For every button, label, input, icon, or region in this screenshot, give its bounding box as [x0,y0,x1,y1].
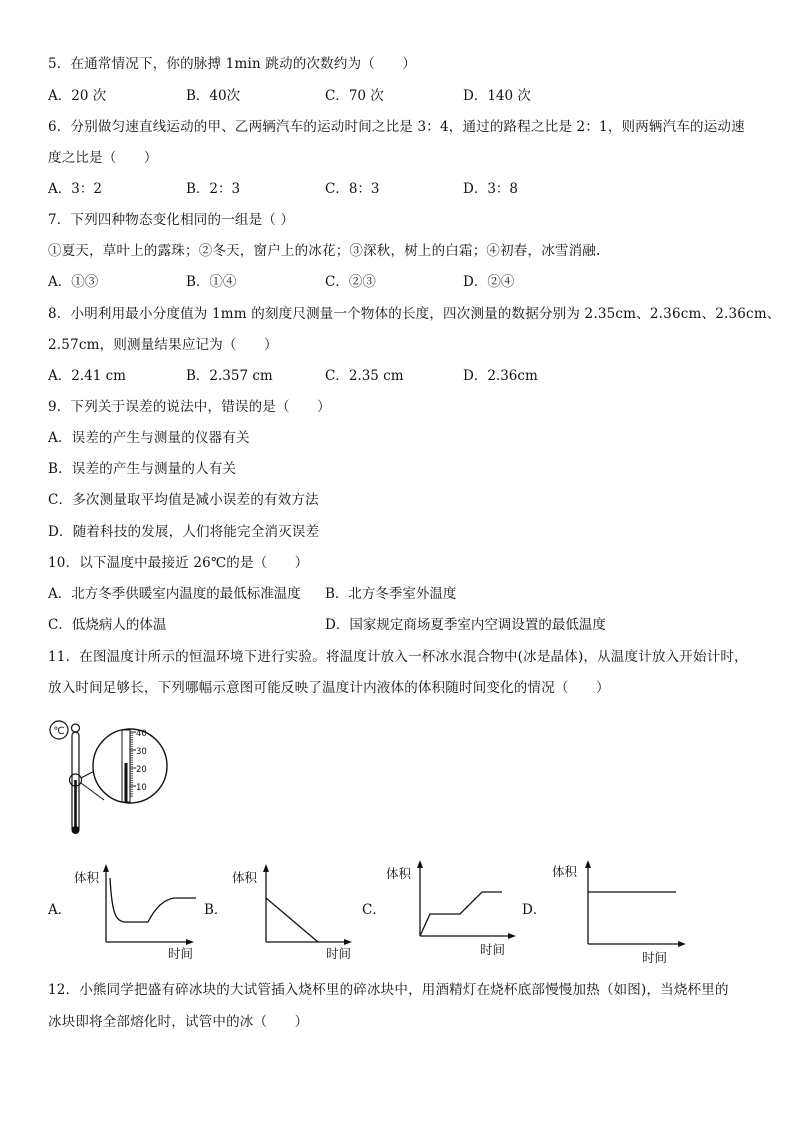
q6-option-d: D．3：8 [463,181,519,197]
graph-a-curve [110,878,196,922]
q10-stem: 10．以下温度中最接近 26℃的是（ ） [48,555,309,571]
graph-a-label: A． [48,902,72,918]
q10-option-a: A．北方冬季供暖室内温度的最低标准温度 [48,586,301,602]
q9-option-c: C．多次测量取平均值是减小误差的有效方法 [48,492,319,508]
tick-label-40: 40 [136,729,147,739]
q10-option-d: D．国家规定商场夏季室内空调设置的最低温度 [325,617,606,633]
q11-stem-line1: 11．在图温度计所示的恒温环境下进行实验。将温度计放入一杯冰水混合物中(冰是晶体)，从温度计放入开始计时， [48,649,748,665]
graph-b-label: B． [204,902,228,918]
q7-options [48,272,768,292]
q10-option-b: B．北方冬季室外温度 [325,586,457,602]
thermometer-bulb [72,826,80,834]
graph-a-y-arrow [103,864,109,872]
q10-option-c: C．低烧病人的体温 [48,617,167,633]
graph-b-curve [266,898,318,942]
magnified-liquid [125,763,128,802]
thermometer-figure [40,718,170,836]
graph-c [384,856,524,956]
q11-stem-line2: 放入时间足够长，下列哪幅示意图可能反映了温度计内液体的体积随时间变化的情况（ ） [48,680,610,696]
q7-option-b: B．①④ [186,274,237,290]
q9-stem: 9．下列关于误差的说法中，错误的是（ ） [48,399,331,415]
q7-option-d: D．②④ [463,274,515,290]
graph-d-label: D． [522,902,547,918]
thermometer-liquid [74,780,77,828]
q12-stem-line1: 12．小熊同学把盛有碎冰块的大试管插入烧杯里的碎冰块中，用酒精灯在烧杯底部慢慢加热（如图)，当烧杯里的 [48,982,729,998]
q10-options-row1 [48,584,768,604]
tick-label-10: 10 [136,783,147,793]
graph-d-xlabel: 时间 [642,950,668,965]
q6-option-a: A．3：2 [48,181,102,197]
q8-stem-line1: 8．小明利用最小分度值为 1mm 的刻度尺测量一个物体的长度，四次测量的数据分别为 2.35cm、2.36cm、2.36cm、 [48,306,781,322]
q6-options [48,179,768,199]
graph-b-ylabel: 体积 [232,870,258,885]
graph-a-x-arrow [186,939,194,945]
q8-option-a: A．2.41 cm [48,368,126,384]
graph-a-xlabel: 时间 [168,946,194,960]
q9-option-a: A．误差的产生与测量的仪器有关 [48,430,250,446]
graph-d [548,856,698,966]
q9-option-d: D．随着科技的发展，人们将能完全消灭误差 [48,524,320,540]
q5-option-d: D．140 次 [463,88,531,104]
graph-b [228,860,358,960]
q8-options [48,366,768,386]
q5-option-b: B．40次 [186,88,241,104]
q5-option-a: A．20 次 [48,88,107,104]
graph-b-x-arrow [344,939,352,945]
graph-c-xlabel: 时间 [480,942,506,956]
q6-option-c: C．8：3 [325,181,380,197]
graph-b-xlabel: 时间 [326,946,352,960]
q8-option-b: B．2.357 cm [186,368,273,384]
graph-c-label: C． [362,902,386,918]
graph-a-ylabel: 体积 [74,870,100,885]
q7-option-a: A．①③ [48,274,99,290]
q5-option-c: C．70 次 [325,88,384,104]
graph-b-y-arrow [263,864,269,872]
q6-stem-line2: 度之比是（ ） [48,150,158,166]
tick-label-30: 30 [136,747,147,757]
graph-a [70,860,200,960]
q5-stem: 5．在通常情况下，你的脉搏 1min 跳动的次数约为（ ） [48,56,417,72]
unit-label: ℃ [53,726,65,737]
q7-detail: ①夏天，草叶上的露珠；②冬天，窗户上的冰花；③深秋，树上的白霜；④初春，冰雪消融. [48,243,601,259]
q8-stem-line2: 2.57cm，则测量结果应记为（ ） [48,337,278,353]
graph-d-x-arrow [678,941,686,947]
tick-label-20: 20 [136,765,147,775]
q9-option-b: B．误差的产生与测量的人有关 [48,461,237,477]
q8-option-c: C．2.35 cm [325,368,404,384]
q8-option-d: D．2.36cm [463,368,538,384]
graph-c-x-arrow [508,933,516,939]
q5-options [48,86,768,106]
graph-d-ylabel: 体积 [552,864,578,879]
thermometer-ring [72,724,80,732]
q7-stem: 7．下列四种物态变化相同的一组是（ ） [48,212,295,228]
q6-option-b: B．2：3 [186,181,241,197]
graph-c-curve [420,892,502,936]
graph-c-y-arrow [417,860,423,868]
graph-c-ylabel: 体积 [386,866,412,881]
q7-option-c: C．②③ [325,274,376,290]
graph-d-y-arrow [585,860,591,868]
q6-stem-line1: 6．分别做匀速直线运动的甲、乙两辆汽车的运动时间之比是 3：4，通过的路程之比是 2：1，则两辆汽车的运动速 [48,119,745,135]
q10-options-row2 [48,615,768,635]
q12-stem-line2: 冰块即将全部熔化时，试管中的冰（ ） [48,1014,309,1030]
